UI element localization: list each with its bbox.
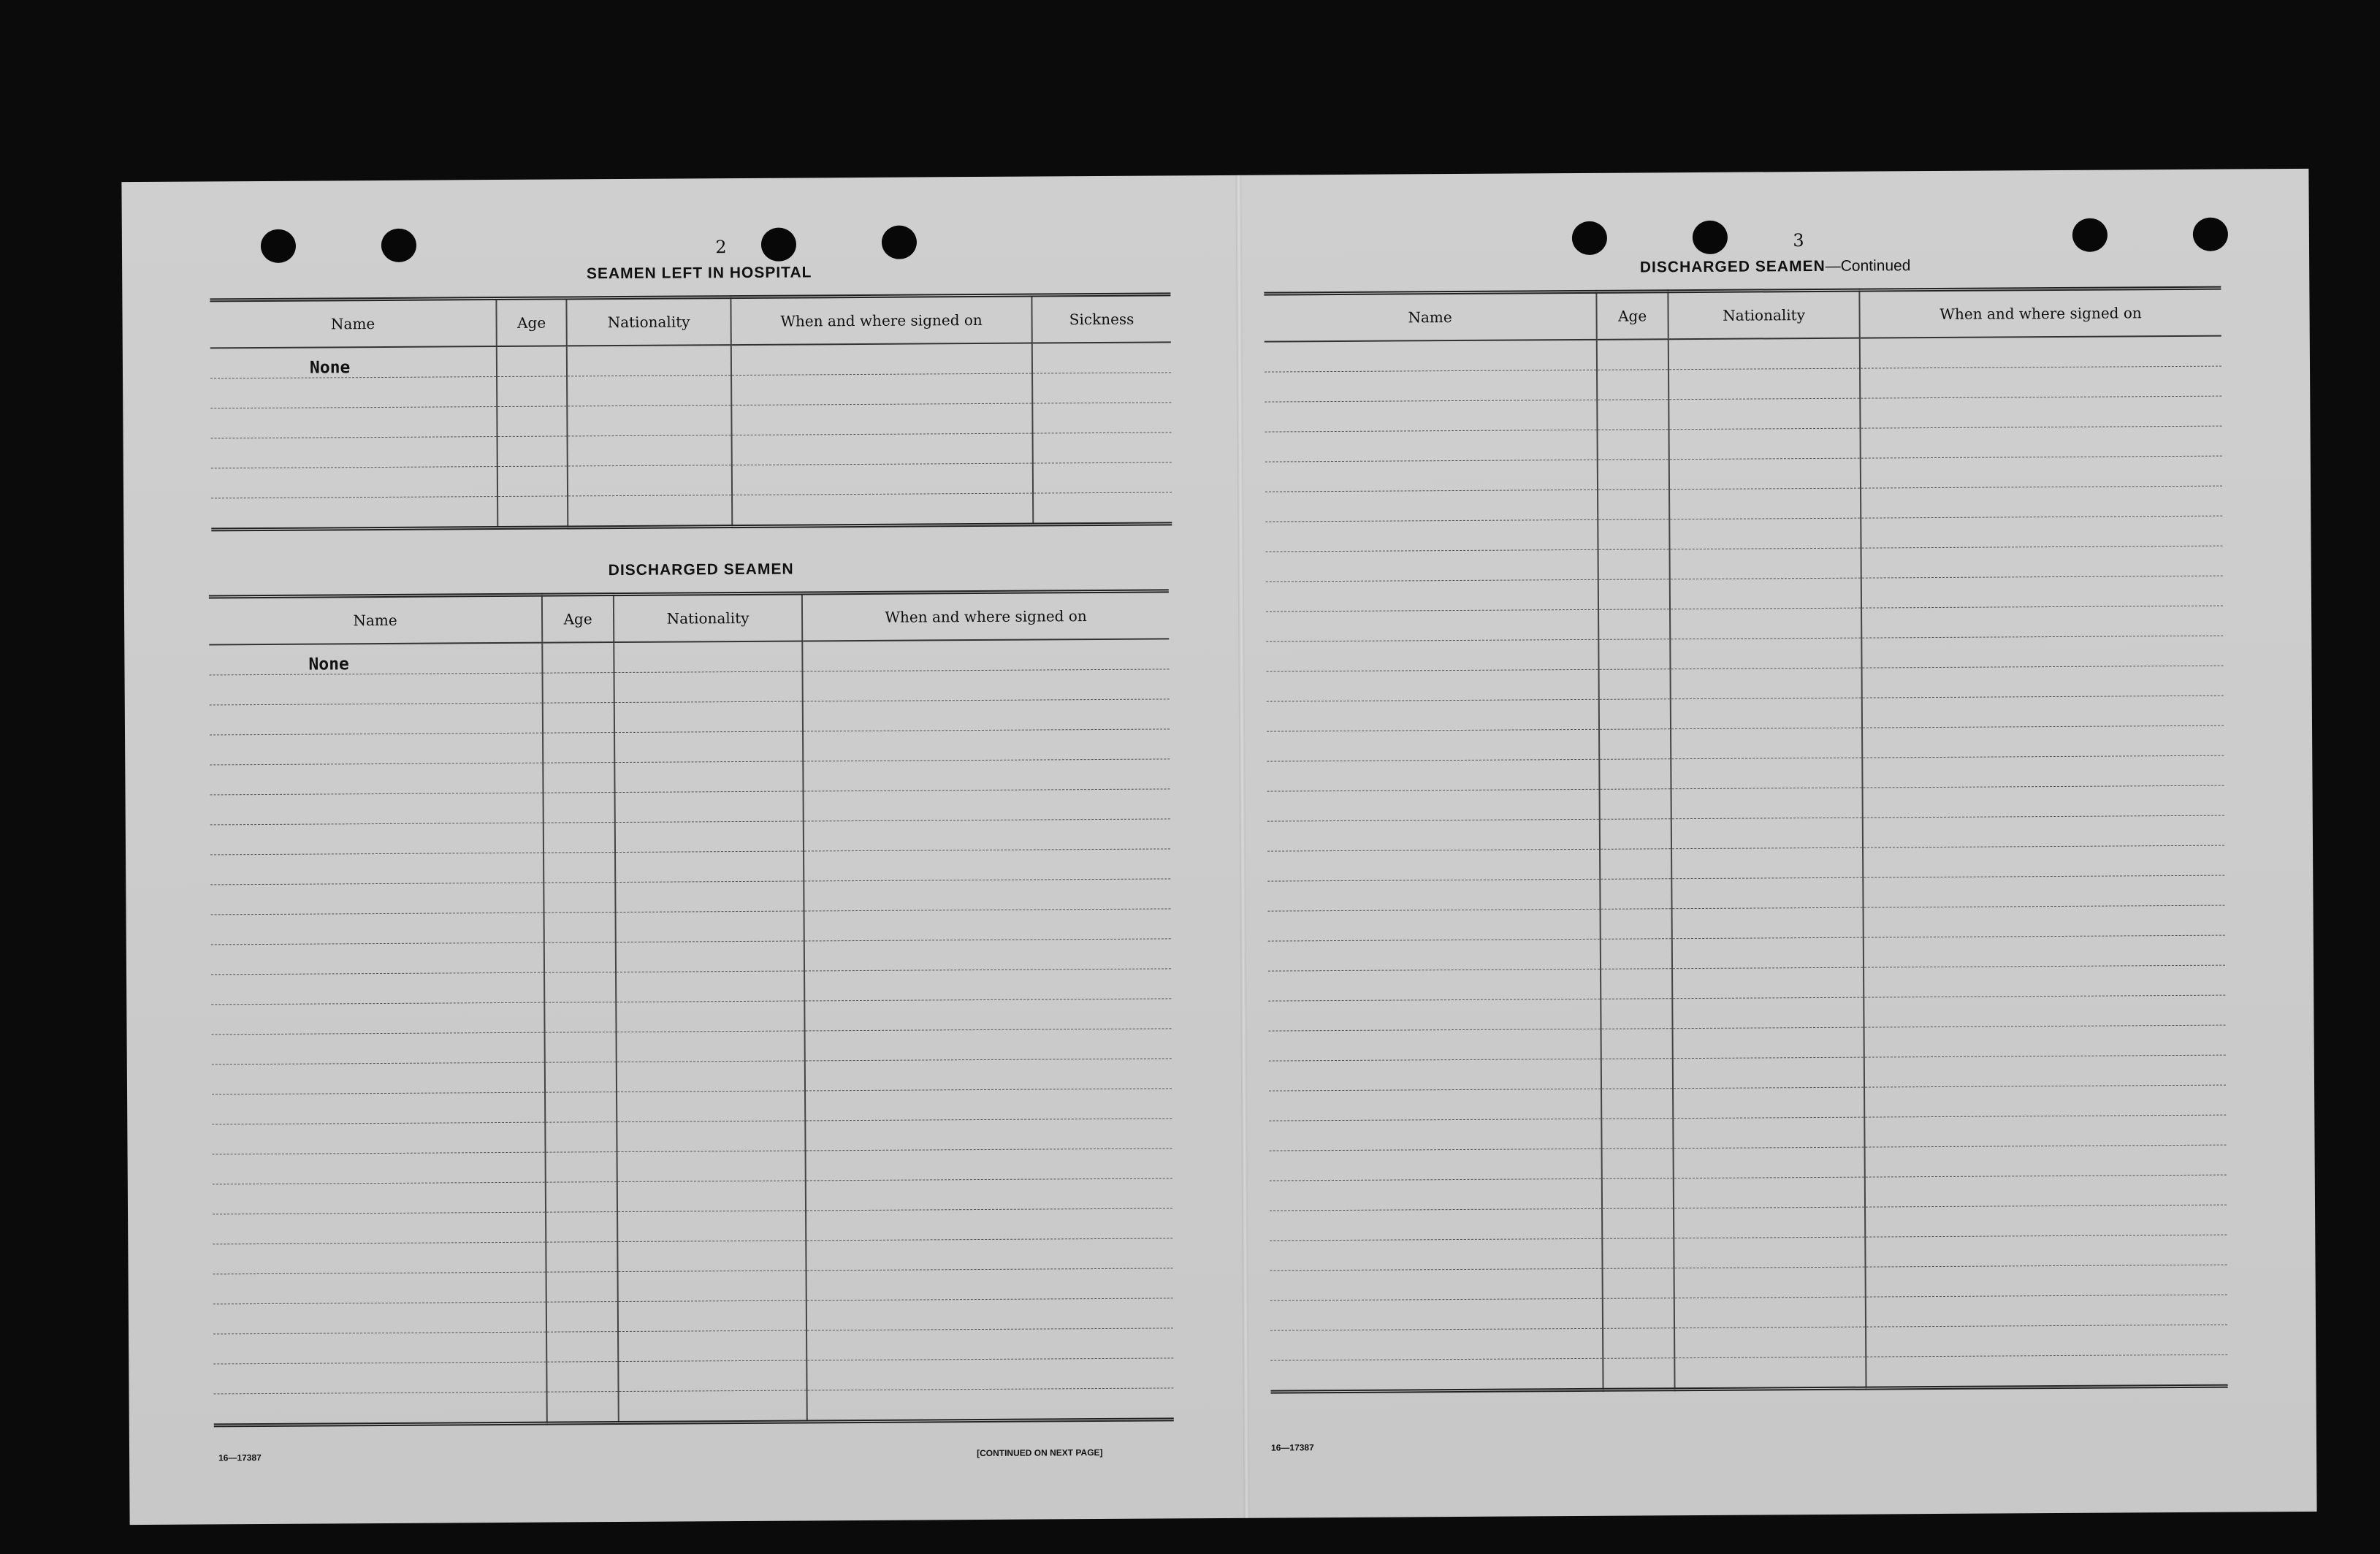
table-row <box>1270 1355 2227 1392</box>
title-suffix: —Continued <box>1825 257 1911 275</box>
nationality-cell <box>614 641 802 672</box>
typed-entry: None <box>308 655 349 674</box>
discharged-section-title: DISCHARGED SEAMEN <box>608 560 794 579</box>
form-number: 16—17387 <box>1270 1442 1314 1453</box>
continued-note: [CONTINUED ON NEXT PAGE] <box>977 1447 1103 1459</box>
form-number: 16—17387 <box>218 1452 262 1463</box>
nationality-cell <box>567 345 731 376</box>
column-header-sickness: Sickness <box>1031 294 1170 343</box>
column-header-nationality: Nationality <box>614 593 802 642</box>
name-cell <box>209 643 542 675</box>
table-row <box>211 492 1172 530</box>
signed-on-cell <box>731 343 1032 376</box>
column-header-age: Age <box>496 298 566 346</box>
column-header-signed-on: When and where signed on <box>802 591 1169 641</box>
sickness-cell <box>1032 342 1171 373</box>
title-main: DISCHARGED SEAMEN <box>1639 257 1826 276</box>
discharged-continued-table <box>1264 286 2227 1394</box>
table-row <box>214 1388 1174 1425</box>
column-header-name: Name <box>1264 292 1596 341</box>
name-cell <box>210 346 497 378</box>
typed-entry: None <box>309 358 351 378</box>
age-cell <box>542 642 614 673</box>
column-header-nationality: Nationality <box>566 297 731 346</box>
column-header-name: Name <box>209 595 542 644</box>
discharged-table <box>209 589 1174 1427</box>
page-number: 3 <box>1793 230 1804 251</box>
column-header-nationality: Nationality <box>1668 290 1859 339</box>
column-header-signed-on: When and where signed on <box>1859 288 2221 338</box>
age-cell <box>497 346 567 376</box>
page-number: 2 <box>715 237 727 258</box>
discharged-continued-title <box>1410 256 2140 278</box>
hospital-section-title: SEAMEN LEFT IN HOSPITAL <box>586 264 812 283</box>
right-page <box>1241 169 2316 1518</box>
column-header-name: Name <box>210 299 496 348</box>
hospital-table <box>210 292 1172 531</box>
column-header-age: Age <box>1596 292 1668 340</box>
left-page <box>121 175 1243 1525</box>
form-sheet <box>121 169 2316 1525</box>
column-header-age: Age <box>542 595 614 643</box>
column-header-signed-on: When and where signed on <box>731 295 1031 345</box>
signed-on-cell <box>802 639 1169 671</box>
